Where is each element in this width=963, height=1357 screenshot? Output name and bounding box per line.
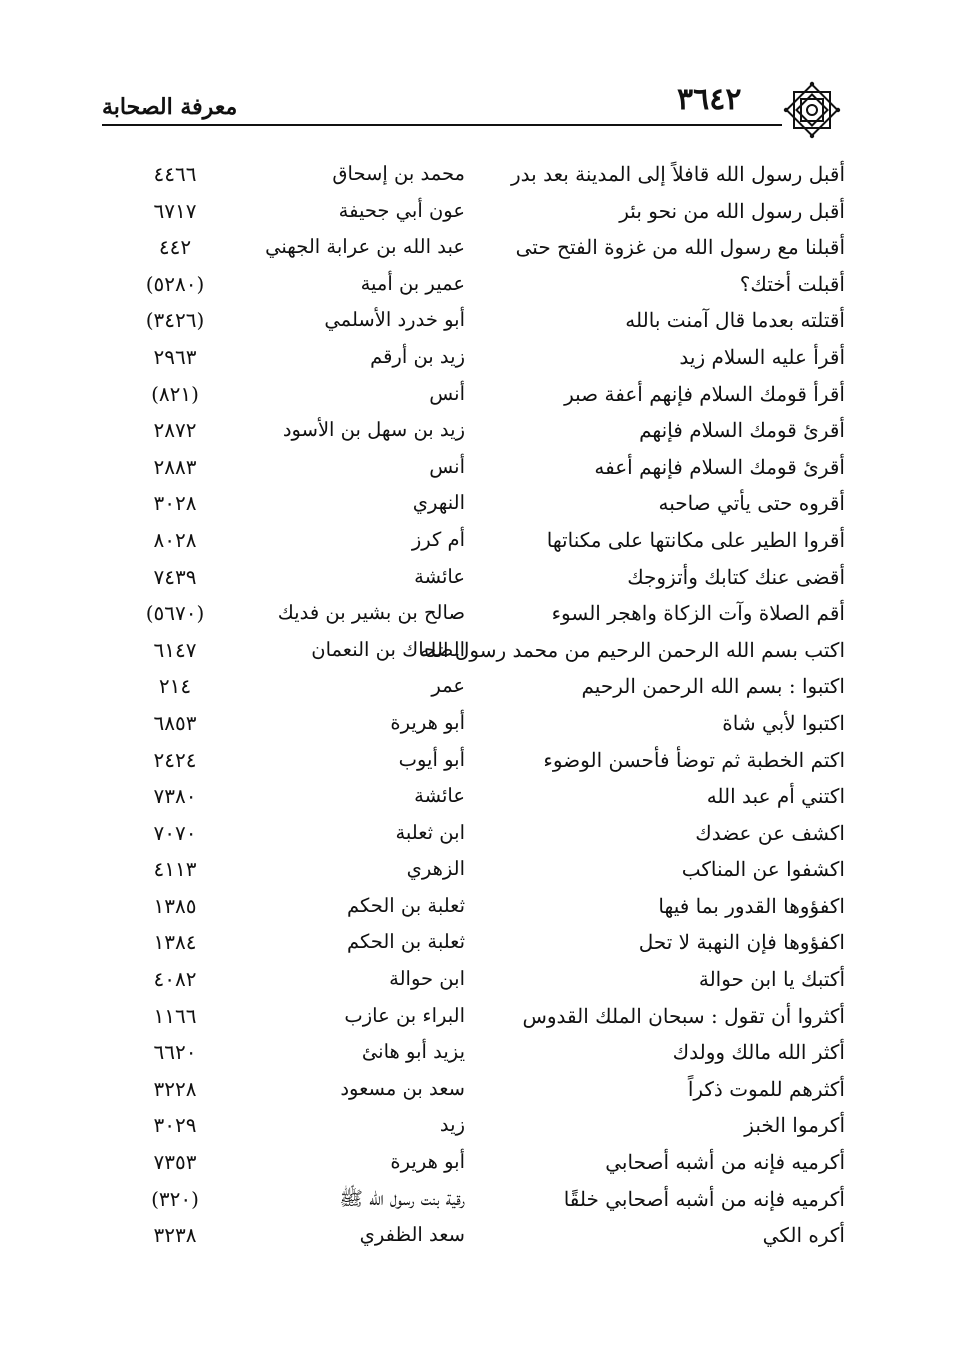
hadith-text: أقروا الطير على مكانتها على مكناتها — [546, 527, 845, 552]
reference-number: (٨٢١) — [151, 381, 199, 406]
reference-number: ٤٤٦٦ — [153, 162, 197, 186]
narrator-name: ثعلبة بن الحكم — [347, 893, 465, 917]
narrator-name: محمد بن إسحاق — [332, 162, 465, 185]
narrator-name: عبد الله بن عرابة الجهني — [265, 235, 465, 259]
reference-number: ٦٦٢٠ — [153, 1040, 197, 1065]
narrator-name: أنس — [429, 381, 465, 405]
page-number: ٣٦٤٢ — [677, 82, 742, 117]
narrator-name: عائشة — [414, 784, 465, 808]
reference-number: ٤٠٨٢ — [153, 967, 197, 992]
narrator-name: عائشة — [414, 564, 465, 588]
header-rule — [102, 124, 782, 126]
index-entry-row — [95, 890, 855, 927]
reference-number: (٣٤٢٦) — [145, 308, 205, 333]
narrator-name: زيد بن سهل بن الأسود — [282, 418, 465, 442]
narrator-name: رقية بنت رسول الله ﷺ — [339, 1186, 465, 1210]
index-entry-row — [95, 926, 855, 963]
index-entry-row — [95, 817, 855, 854]
reference-number: ٢٩٦٣ — [153, 344, 197, 369]
narrator-name: صالح بن بشير بن فديك — [277, 601, 465, 625]
narrator-name: الزهري — [406, 857, 465, 881]
index-entry-row — [95, 268, 855, 305]
reference-number: ٦١٤٧ — [153, 637, 197, 662]
index-entry-row — [95, 670, 855, 707]
hadith-text: أقروه حتى يأتي صاحبه — [658, 491, 845, 516]
index-entry-row — [95, 963, 855, 1000]
index-entry-row — [95, 853, 855, 890]
narrator-name: أبو أيوب — [398, 747, 465, 771]
narrator-name: أم كرز — [411, 527, 465, 551]
narrator-name: أنس — [429, 454, 465, 478]
narrator-name: زيد بن أرقم — [370, 344, 465, 368]
narrator-name: النهري — [412, 491, 465, 515]
narrator-name: ابن حوالة — [389, 967, 465, 991]
hadith-text: أقبل رسول الله من نحو بئر — [619, 198, 845, 223]
hadith-text: اكفؤوها فإن النهبة لا تحل — [638, 930, 845, 955]
page-header — [102, 80, 846, 126]
reference-number: (٥٦٧٠) — [145, 601, 205, 626]
narrator-name: سعد بن مسعود — [340, 1076, 465, 1100]
reference-number: ٤٤٢ — [158, 235, 192, 260]
index-entry-row — [95, 487, 855, 524]
index-entry-row — [95, 158, 855, 195]
index-entry-row — [95, 1073, 855, 1110]
index-entry-row — [95, 341, 855, 378]
index-entry-row — [95, 1219, 855, 1256]
reference-number: ١٣٨٥ — [153, 893, 197, 918]
reference-number: ٧٣٨٠ — [153, 784, 197, 809]
index-entry-row — [95, 231, 855, 268]
index-entry-row — [95, 524, 855, 561]
index-entry-row — [95, 1036, 855, 1073]
index-entry-row — [95, 597, 855, 634]
index-entries-list — [95, 158, 855, 1256]
reference-number: ٣٠٢٩ — [153, 1113, 197, 1138]
hadith-text: اكفؤوها القدور بما فيها — [658, 893, 845, 918]
reference-number: ٤١١٣ — [153, 857, 197, 882]
hadith-text: أكثرهم للموت ذكراً — [687, 1076, 845, 1101]
index-entry-row — [95, 1183, 855, 1220]
hadith-text: أقرئ قومك السلام فإنهم — [639, 418, 845, 443]
reference-number: ٣٠٢٨ — [153, 491, 197, 516]
index-entry-row — [95, 707, 855, 744]
hadith-text: أقتلته بعدما قال آمنت بالله — [625, 308, 845, 333]
reference-number: ٣٢٣٨ — [153, 1223, 197, 1248]
index-entry-row — [95, 744, 855, 781]
hadith-text: اكشف عن عضدك — [695, 820, 845, 845]
reference-number: ٧٤٣٩ — [153, 564, 197, 589]
reference-number: ٦٧١٧ — [153, 198, 197, 223]
hadith-text: اكتبوا لأبي شاة — [722, 710, 845, 735]
hadith-text: أقبلت أختك؟ — [739, 271, 845, 296]
hadith-text: أكرميه فإنه من أشبه أصحابي — [605, 1150, 845, 1175]
reference-number: ٧٣٥٣ — [153, 1150, 197, 1175]
index-entry-row — [95, 780, 855, 817]
narrator-name: عمير بن أمية — [360, 271, 465, 295]
hadith-text: أقبلنا مع رسول الله من غزوة الفتح حتى — [515, 235, 845, 260]
reference-number: ٢٨٨٣ — [153, 454, 197, 479]
index-entry-row — [95, 634, 855, 671]
index-entry-row — [95, 414, 855, 451]
reference-number: ٢٨٧٢ — [153, 418, 197, 443]
narrator-name: ابن ثعلبة — [395, 820, 465, 844]
hadith-text: أقبل رسول الله قافلاً إلى المدينة بعد بدر — [510, 162, 845, 186]
narrator-name: أبو خدرد الأسلمي — [324, 308, 465, 332]
hadith-text: أكثروا أن تقول : سبحان الملك القدوس — [522, 1003, 845, 1028]
hadith-text: اكشفوا عن المناكب — [681, 857, 845, 882]
index-entry-row — [95, 451, 855, 488]
hadith-text: اكتني أم عبد الله — [706, 784, 845, 809]
reference-number: ١١٦٦ — [153, 1003, 197, 1028]
hadith-text: اكتبوا : بسم الله الرحمن الرحيم — [581, 674, 845, 699]
hadith-text: أكتبك يا ابن حوالة — [698, 967, 845, 992]
book-title: معرفة الصحابة — [102, 94, 238, 120]
narrator-name: أبو هريرة — [390, 1150, 465, 1174]
reference-number: ٧٠٧٠ — [153, 820, 197, 845]
reference-number: ٦٨٥٣ — [153, 710, 197, 735]
reference-number: ٨٠٢٨ — [153, 527, 197, 552]
hadith-text: اكتم الخطبة ثم توضأ فأحسن الوضوء — [543, 747, 845, 772]
hadith-text: أكرميه فإنه من أشبه أصحابي خلقًا — [563, 1186, 845, 1211]
octagram-ornament-icon — [782, 80, 842, 140]
hadith-text: اكتب بسم الله الرحمن الرحيم من محمد رسول الله — [419, 637, 845, 662]
narrator-name: الضحاك بن النعمان — [311, 637, 465, 661]
index-entry-row — [95, 1109, 855, 1146]
narrator-name: عون أبي جحيفة — [338, 198, 465, 222]
narrator-name: يزيد أبو هانئ — [361, 1040, 465, 1064]
narrator-name: سعد الظفري — [359, 1223, 465, 1247]
hadith-text: أقرأ عليه السلام زيد — [679, 344, 845, 369]
index-entry-row — [95, 1146, 855, 1183]
narrator-name: أبو هريرة — [390, 710, 465, 734]
index-entry-row — [95, 378, 855, 415]
hadith-text: أقم الصلاة وآت الزكاة واهجر السوء — [551, 601, 845, 626]
narrator-name: البراء بن عازب — [344, 1003, 465, 1027]
narrator-name: عمر — [431, 674, 465, 698]
narrator-name: زيد — [439, 1113, 465, 1137]
reference-number: (٣٢٠) — [151, 1186, 199, 1211]
narrator-name: ثعلبة بن الحكم — [347, 930, 465, 954]
hadith-text: أكرموا الخبز — [744, 1113, 845, 1138]
hadith-text: أقرئ قومك السلام فإنهم أعفه — [594, 454, 845, 479]
reference-number: ١٣٨٤ — [153, 930, 197, 955]
hadith-text: أكثر الله مالك وولدك — [672, 1040, 845, 1065]
index-entry-row — [95, 304, 855, 341]
hadith-text: أكره الكي — [762, 1223, 845, 1248]
hadith-text: أقضى عنك كتابك وأتزوجك — [627, 564, 845, 589]
reference-number: ٢١٤ — [158, 674, 192, 699]
reference-number: (٥٢٨٠) — [145, 271, 205, 296]
index-entry-row — [95, 1000, 855, 1037]
index-entry-row — [95, 561, 855, 598]
reference-number: ٣٢٢٨ — [153, 1076, 197, 1101]
hadith-text: أقرأ قومك السلام فإنهم أعفة صبر — [564, 381, 845, 406]
index-entry-row — [95, 195, 855, 232]
reference-number: ٢٤٢٤ — [153, 747, 197, 772]
